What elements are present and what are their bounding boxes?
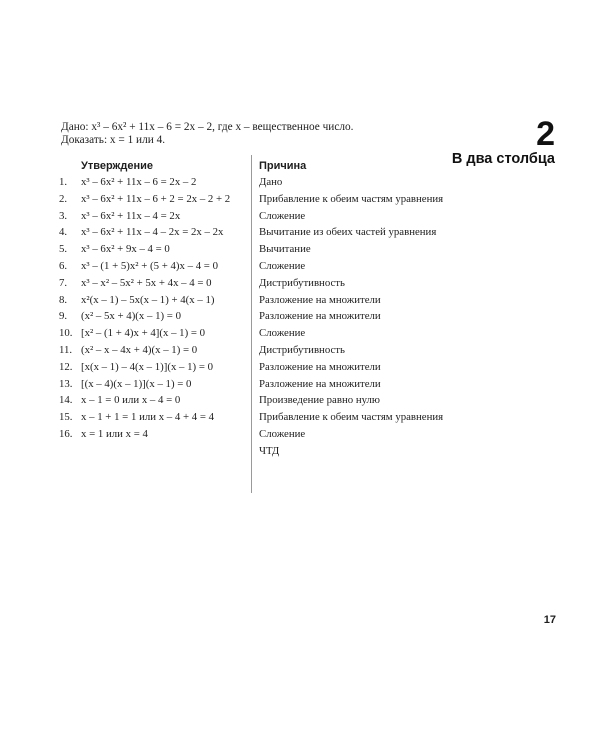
- statement-text: x = 1 или x = 4: [81, 427, 148, 440]
- given-statement: Дано: x³ – 6x² + 11x – 6 = 2x – 2, где x – вещественное число.: [61, 121, 354, 133]
- reason-item: Вычитание: [259, 243, 311, 256]
- given-block: [61, 121, 353, 147]
- statement-number: 9.: [59, 310, 68, 323]
- reason-item: Сложение: [259, 259, 306, 272]
- statement-text: x – 1 + 1 = 1 или x – 4 + 4 = 4: [81, 411, 215, 424]
- statement-number: 1.: [59, 176, 68, 188]
- statement-text: [(x – 4)(x – 1)](x – 1) = 0: [81, 377, 192, 390]
- statement-text: [x² – (1 + 4)x + 4](x – 1) = 0: [81, 327, 206, 340]
- statement-text: (x² – x – 4x + 4)(x – 1) = 0: [81, 343, 198, 356]
- statement-number: 14.: [59, 394, 73, 407]
- reason-item: ЧТД: [259, 444, 280, 457]
- reason-item: Разложение на множители: [259, 310, 381, 323]
- reason-item: Дано: [259, 176, 283, 188]
- reason-item: Сложение: [259, 427, 306, 440]
- statement-number: 16.: [59, 427, 73, 440]
- reason-item: Прибавление к обеим частям уравнения: [259, 192, 444, 205]
- statement-text: x³ – 6x² + 9x – 4 = 0: [81, 243, 170, 256]
- statement-text: x – 1 = 0 или x – 4 = 0: [81, 394, 181, 407]
- statement-text: x²(x – 1) – 5x(x – 1) + 4(x – 1): [81, 293, 215, 306]
- chapter-title: В два столбца: [451, 151, 555, 167]
- reason-item: Сложение: [259, 327, 306, 340]
- statement-text: (x² – 5x + 4)(x – 1) = 0: [81, 310, 181, 323]
- reason-item: Дистрибутивность: [259, 343, 345, 356]
- statement-text: x³ – 6x² + 11x – 6 = 2x – 2: [81, 176, 197, 188]
- chapter-heading: [452, 117, 555, 168]
- statement-text: x³ – (1 + 5)x² + (5 + 4)x – 4 = 0: [81, 259, 218, 272]
- reason-item: Разложение на множители: [259, 293, 381, 306]
- statement-number: 3.: [59, 209, 68, 222]
- chapter-number: 2: [536, 115, 555, 153]
- statement-number: 13.: [59, 377, 73, 390]
- reason-column-header: Причина: [259, 160, 307, 172]
- statement-number: 8.: [59, 293, 68, 306]
- reason-item: Вычитание из обеих частей уравнения: [259, 226, 437, 239]
- reason-list: [259, 176, 443, 462]
- reason-item: Сложение: [259, 209, 306, 222]
- statement-text: x³ – 6x² + 11x – 6 + 2 = 2x – 2 + 2: [81, 192, 231, 205]
- statement-number: 4.: [59, 226, 68, 239]
- statement-number: 10.: [59, 327, 73, 340]
- statement-column-header: Утверждение: [81, 160, 153, 172]
- prove-statement: Доказать: x = 1 или 4.: [61, 134, 166, 146]
- statement-number: 6.: [59, 259, 68, 272]
- column-divider: [251, 155, 252, 493]
- reason-item: Разложение на множители: [259, 360, 381, 373]
- reason-item: Разложение на множители: [259, 377, 381, 390]
- statement-text: [x(x – 1) – 4(x – 1)](x – 1) = 0: [81, 360, 214, 373]
- reason-item: Прибавление к обеим частям уравнения: [259, 411, 444, 424]
- statement-number: 7.: [59, 276, 68, 289]
- statement-number: 2.: [59, 192, 68, 205]
- statement-number: 15.: [59, 411, 73, 424]
- statement-number: 12.: [59, 360, 73, 373]
- statement-text: x³ – x² – 5x² + 5x + 4x – 4 = 0: [81, 276, 212, 289]
- page-number: 17: [543, 614, 556, 626]
- statement-number: 5.: [59, 243, 68, 256]
- statement-number: 11.: [59, 343, 73, 356]
- statement-text: x³ – 6x² + 11x – 4 = 2x: [81, 209, 181, 222]
- reason-item: Дистрибутивность: [259, 276, 345, 289]
- statement-text: x³ – 6x² + 11x – 4 – 2x = 2x – 2x: [81, 226, 224, 239]
- reason-item: Произведение равно нулю: [259, 394, 380, 407]
